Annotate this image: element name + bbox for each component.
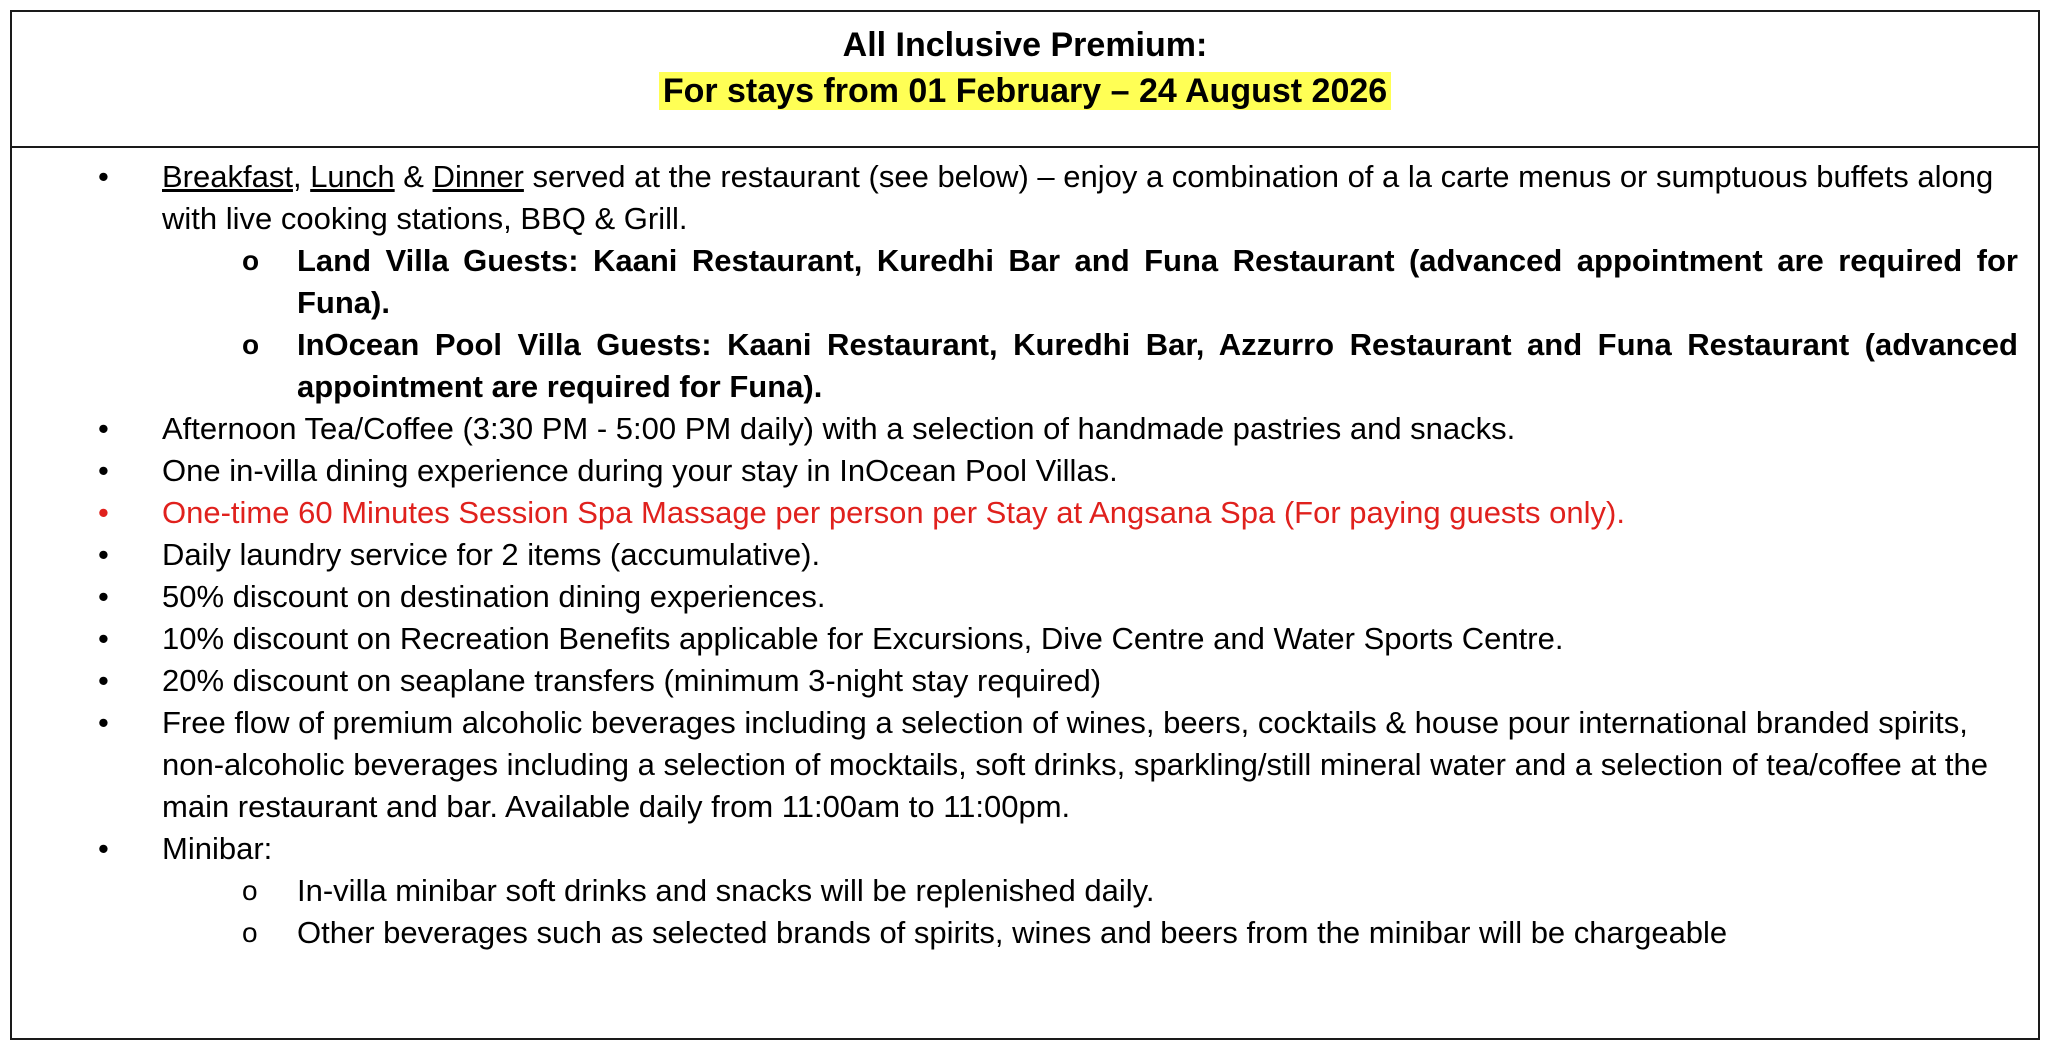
list-item-seaplane-discount: • 20% discount on seaplane transfers (minimum 3-night stay required) [12, 660, 2018, 702]
sub-bullet-icon: o [242, 917, 258, 948]
dinner-label: Dinner [432, 159, 524, 194]
list-item-recreation-discount: • 10% discount on Recreation Benefits applicable for Excursions, Dive Centre and Water Sports Centre. [12, 618, 2018, 660]
inclusions-body [12, 148, 2038, 954]
lunch-label: Lunch [310, 159, 395, 194]
sub-bullet-icon: o [242, 329, 260, 360]
minibar-sublist [162, 870, 2018, 954]
bullet-icon: • [98, 831, 109, 866]
bullet-icon: • [98, 453, 109, 488]
list-item-minibar [12, 828, 2018, 954]
list-item-meals: • Breakfast, Lunch & Dinner served at the restaurant (see below) – enjoy a combination of a la carte menus or sumptuous buffets along with live cooking stations, BBQ & Grill. o Land Villa Guests: Kaani Restaurant, Kuredhi Bar and Funa Restaurant (advanced appointment are required for Funa). o InOcean Pool Villa Guests: Kaani Restaurant, Kuredhi Bar, Azzurro Restaurant and Funa Restaurant (advanced appointment are required for Funa). [12, 156, 2018, 408]
stay-period-highlight: For stays from 01 February – 24 August 2026 [659, 72, 1391, 110]
list-item-afternoon-tea: • Afternoon Tea/Coffee (3:30 PM - 5:00 PM daily) with a selection of handmade pastries and snacks. [12, 408, 2018, 450]
sub-item-land-villa: o Land Villa Guests: Kaani Restaurant, Kuredhi Bar and Funa Restaurant (advanced appointment are required for Funa). [162, 240, 2018, 324]
minibar-label: Minibar: [162, 831, 273, 866]
list-item-dining-discount: • 50% discount on destination dining experiences. [12, 576, 2018, 618]
restaurant-sublist [162, 240, 2018, 408]
bullet-icon: • [98, 579, 109, 614]
bullet-icon: • [98, 495, 109, 530]
meals-description: served at the restaurant (see below) – enjoy a combination of a la carte menus or sumptuous buffets along with live cooking stations, BBQ & Grill. [162, 159, 1994, 236]
bullet-icon: • [98, 663, 109, 698]
bullet-icon: • [98, 621, 109, 656]
sub-item-inocean-villa: o InOcean Pool Villa Guests: Kaani Restaurant, Kuredhi Bar, Azzurro Restaurant and Funa Restaurant (advanced appointment are required for Funa). [162, 324, 2018, 408]
sub-item-minibar-replenish: o In-villa minibar soft drinks and snacks will be replenished daily. [162, 870, 2018, 912]
list-item-laundry: • Daily laundry service for 2 items (accumulative). [12, 534, 2018, 576]
list-item-spa: • One-time 60 Minutes Session Spa Massage per person per Stay at Angsana Spa (For paying guests only). [12, 492, 2018, 534]
bullet-icon: • [98, 159, 109, 194]
bullet-icon: • [98, 537, 109, 572]
list-item-beverages: • Free flow of premium alcoholic beverages including a selection of wines, beers, cocktails & house pour international branded spirits, non-alcoholic beverages including a selection of mocktails, soft drinks, sparkling/still mineral water and a selection of tea/coffee at the main restaurant and bar. Available daily from 11:00am to 11:00pm. [12, 702, 2018, 828]
inclusions-table [10, 10, 2040, 1040]
bullet-icon: • [98, 411, 109, 446]
breakfast-label: Breakfast [162, 159, 293, 194]
inclusions-list [12, 156, 2018, 954]
sub-item-minibar-chargeable: o Other beverages such as selected brands of spirits, wines and beers from the minibar will be chargeable [162, 912, 2018, 954]
package-title: All Inclusive Premium: [842, 26, 1208, 64]
sub-bullet-icon: o [242, 875, 258, 906]
list-item-in-villa-dining: • One in-villa dining experience during your stay in InOcean Pool Villas. [12, 450, 2018, 492]
sub-bullet-icon: o [242, 245, 260, 276]
table-header [12, 12, 2038, 148]
bullet-icon: • [98, 705, 109, 740]
